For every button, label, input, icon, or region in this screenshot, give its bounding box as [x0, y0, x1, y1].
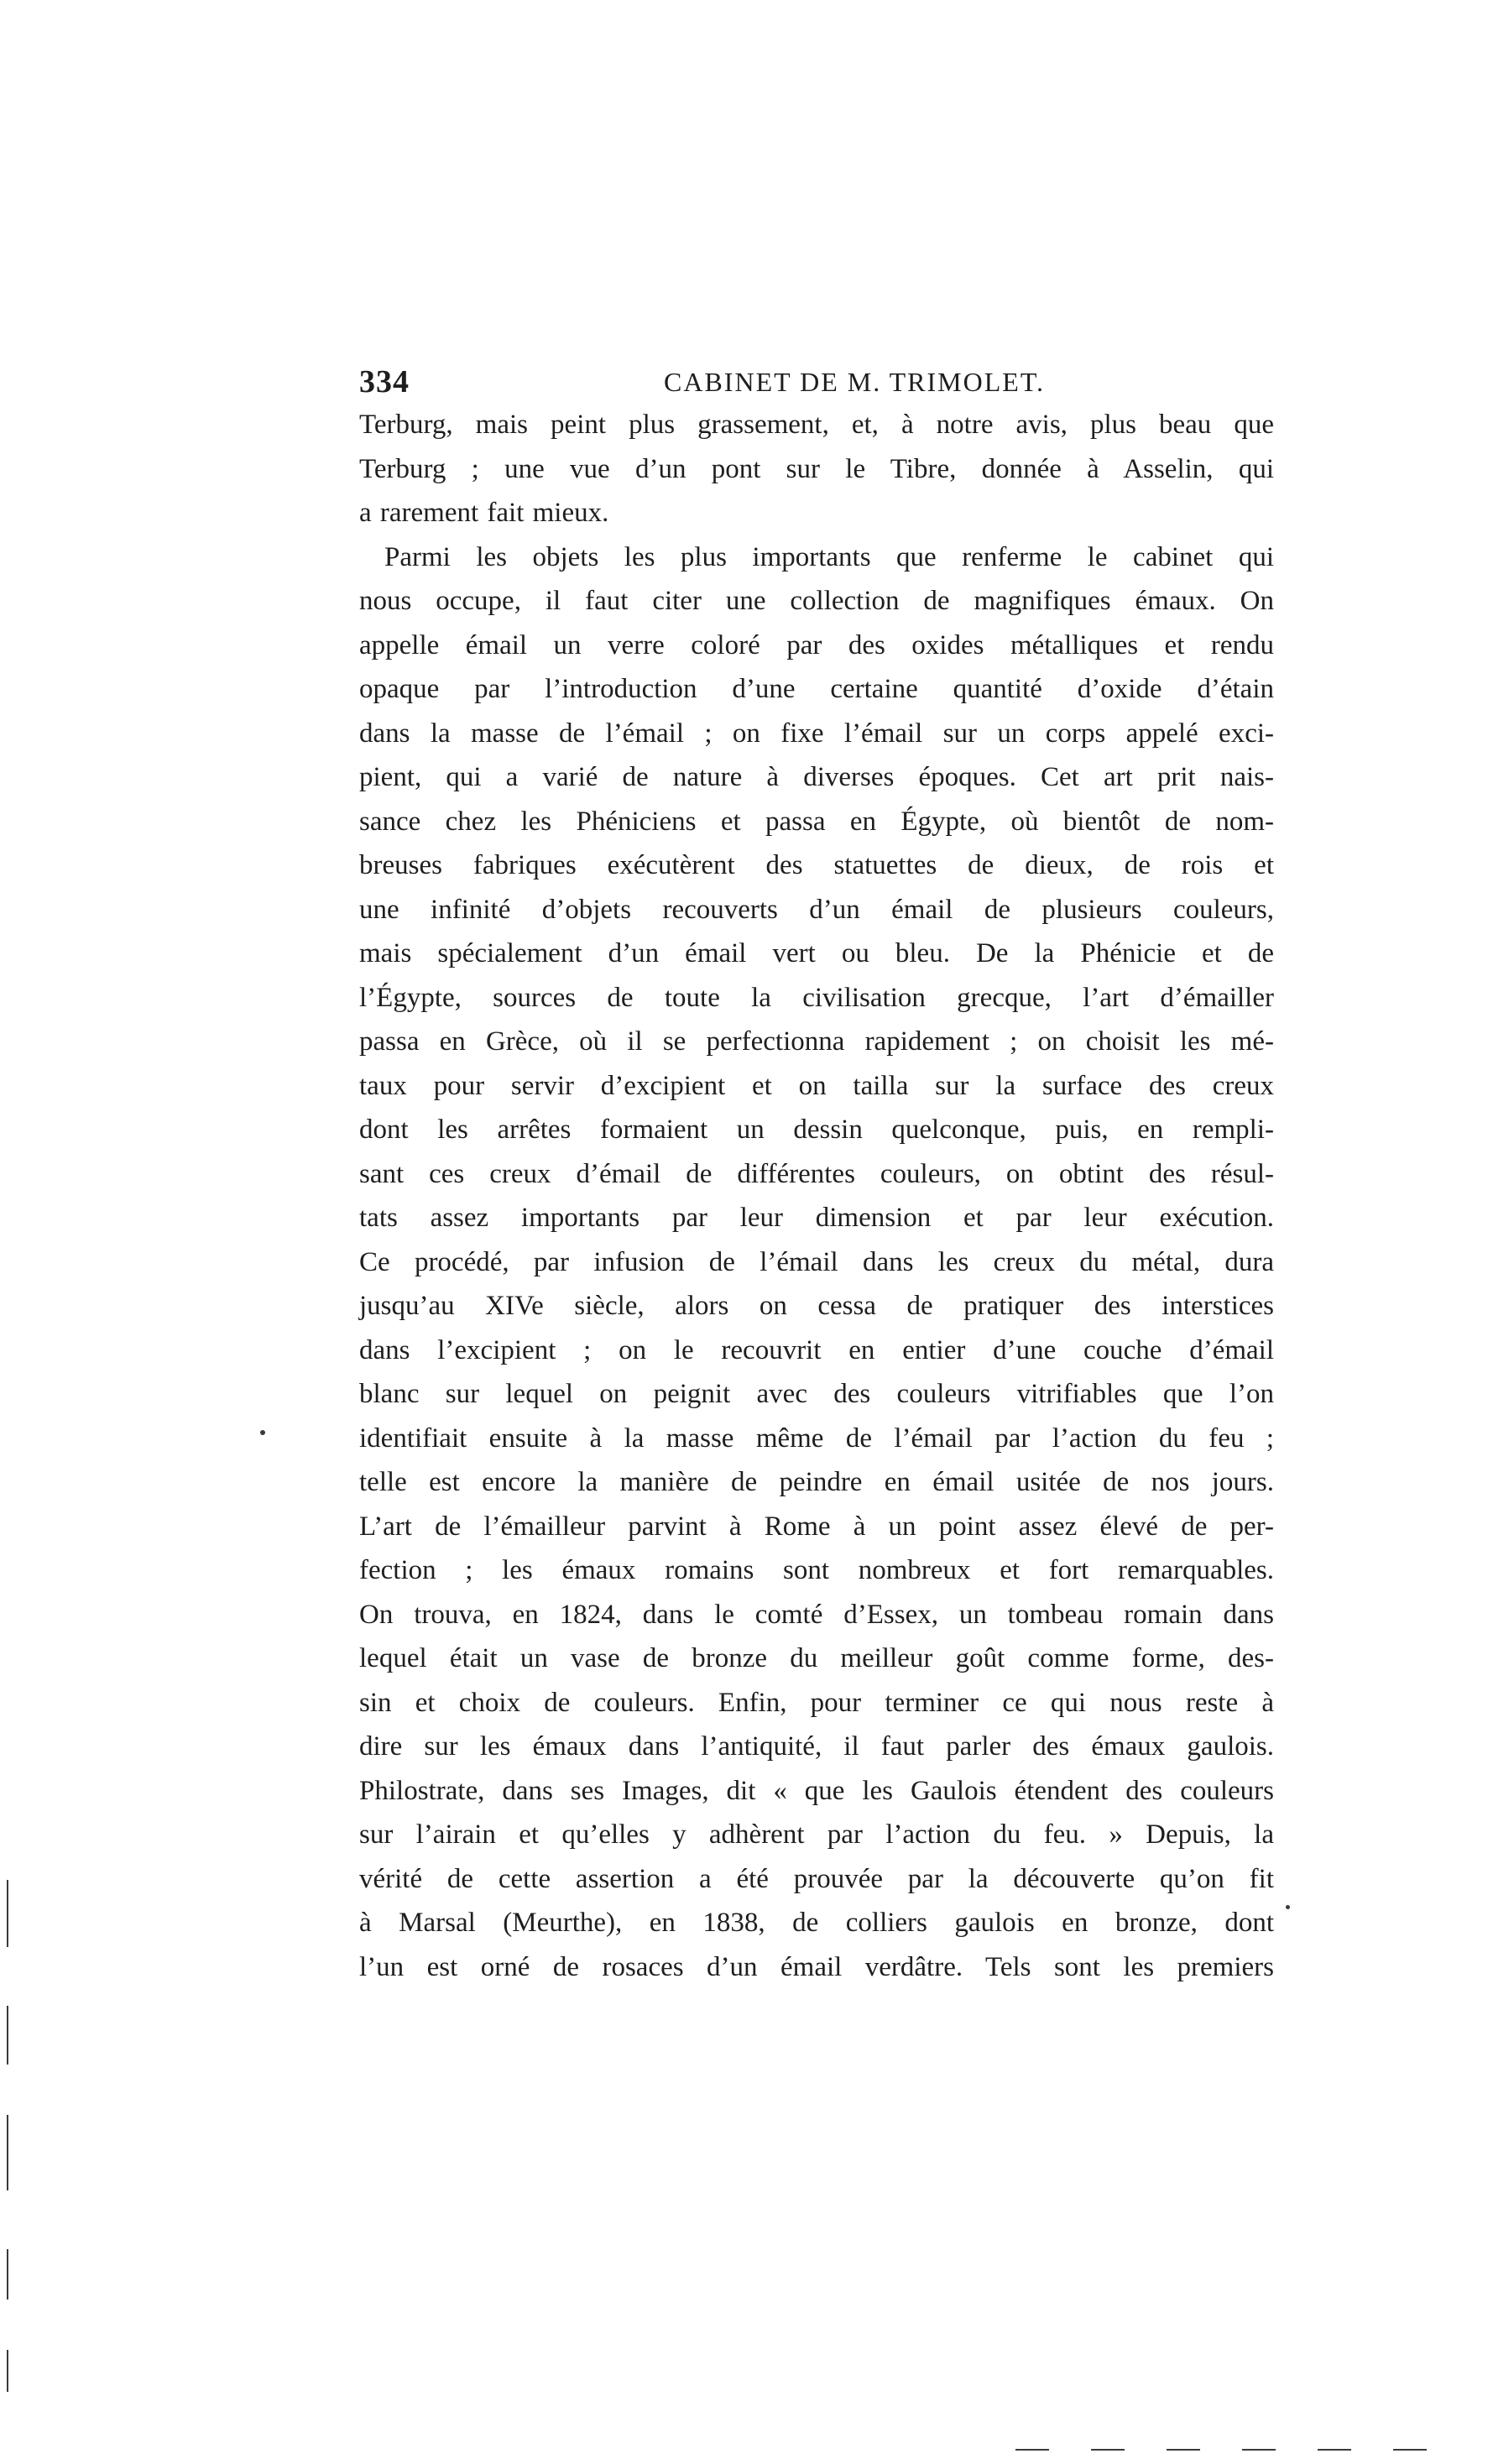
text-line: mais spécialement d’un émail vert ou bleu. De la Phénicie et de: [359, 938, 1274, 968]
text-line: tats assez importants par leur dimension et par leur exécution.: [359, 1203, 1274, 1233]
text-line: dans la masse de l’émail ; on fixe l’émail sur un corps appelé exci-: [359, 718, 1274, 749]
text-line: opaque par l’introduction d’une certaine quantité d’oxide d’étain: [359, 674, 1274, 704]
text-line: sin et choix de couleurs. Enfin, pour terminer ce qui nous reste à: [359, 1687, 1274, 1718]
body-text: [359, 403, 1274, 1989]
scan-artifact: [7, 2249, 8, 2300]
scan-artifact: [1286, 1905, 1290, 1909]
text-line: sance chez les Phéniciens et passa en Égypte, où bientôt de nom-: [359, 806, 1274, 837]
text-line: jusqu’au XIVe siècle, alors on cessa de pratiquer des interstices: [359, 1291, 1274, 1321]
text-line: dire sur les émaux dans l’antiquité, il faut parler des émaux gaulois.: [359, 1731, 1274, 1762]
scan-artifact: [1393, 2449, 1427, 2451]
text-line: pient, qui a varié de nature à diverses époques. Cet art prit nais-: [359, 762, 1274, 792]
text-line: Philostrate, dans ses Images, dit « que les Gaulois étendent des couleurs: [359, 1775, 1274, 1806]
text-line: dans l’excipient ; on le recouvrit en entier d’une couche d’émail: [359, 1334, 1274, 1365]
scan-artifact: [7, 1880, 8, 1947]
text-line: une infinité d’objets recouverts d’un émail de plusieurs couleurs,: [359, 894, 1274, 925]
text-line: telle est encore la manière de peindre en émail usitée de nos jours.: [359, 1467, 1274, 1497]
text-line: sur l’airain et qu’elles y adhèrent par l’action du feu. » Depuis, la: [359, 1819, 1274, 1850]
scan-artifact: [1015, 2449, 1049, 2451]
text-line: sant ces creux d’émail de différentes couleurs, on obtint des résul-: [359, 1158, 1274, 1189]
text-line: passa en Grèce, où il se perfectionna rapidement ; on choisit les mé-: [359, 1026, 1274, 1057]
text-line: Parmi les objets les plus importants que renferme le cabinet qui: [384, 541, 1274, 572]
text-line: l’Égypte, sources de toute la civilisation grecque, l’art d’émailler: [359, 982, 1274, 1013]
text-line: a rarement fait mieux.: [359, 498, 609, 528]
text-line: breuses fabriques exécutèrent des statuettes de dieux, de rois et: [359, 850, 1274, 880]
scan-artifact: [260, 1430, 265, 1435]
scan-artifact: [1091, 2449, 1125, 2451]
page-number: 334: [359, 364, 410, 399]
text-line: blanc sur lequel on peignit avec des couleurs vitrifiables que l’on: [359, 1379, 1274, 1409]
text-line: L’art de l’émailleur parvint à Rome à un point assez élevé de per-: [359, 1511, 1274, 1542]
scan-artifact: [1242, 2449, 1276, 2451]
text-line: taux pour servir d’excipient et on tailla sur la surface des creux: [359, 1070, 1274, 1101]
text-line: Ce procédé, par infusion de l’émail dans les creux du métal, dura: [359, 1246, 1274, 1277]
text-line: identifiait ensuite à la masse même de l’émail par l’action du feu ;: [359, 1423, 1274, 1454]
text-line: l’un est orné de rosaces d’un émail verdâtre. Tels sont les premiers: [359, 1951, 1274, 1982]
text-line: lequel était un vase de bronze du meilleur goût comme forme, des-: [359, 1643, 1274, 1673]
text-line: dont les arrêtes formaient un dessin quelconque, puis, en rempli-: [359, 1115, 1274, 1145]
text-line: Terburg ; une vue d’un pont sur le Tibre, donnée à Asselin, qui: [359, 453, 1274, 484]
scan-artifact: [7, 2115, 8, 2190]
text-line: nous occupe, il faut citer une collection de magnifiques émaux. On: [359, 586, 1274, 616]
text-line: appelle émail un verre coloré par des oxides métalliques et rendu: [359, 629, 1274, 660]
running-title: CABINET DE M. TRIMOLET.: [664, 367, 1045, 397]
running-head: [359, 361, 1274, 403]
scan-artifact: [7, 2006, 8, 2065]
text-line: à Marsal (Meurthe), en 1838, de colliers gaulois en bronze, dont: [359, 1908, 1274, 1938]
scan-artifact: [1167, 2449, 1200, 2451]
scan-artifact: [7, 2350, 8, 2392]
text-line: fection ; les émaux romains sont nombreux et fort remarquables.: [359, 1555, 1274, 1585]
text-line: vérité de cette assertion a été prouvée par la découverte qu’on fit: [359, 1863, 1274, 1894]
text-line: Terburg, mais peint plus grassement, et, à notre avis, plus beau que: [359, 410, 1274, 440]
text-line: On trouva, en 1824, dans le comté d’Essex, un tombeau romain dans: [359, 1599, 1274, 1630]
scan-artifact: [1318, 2449, 1351, 2451]
